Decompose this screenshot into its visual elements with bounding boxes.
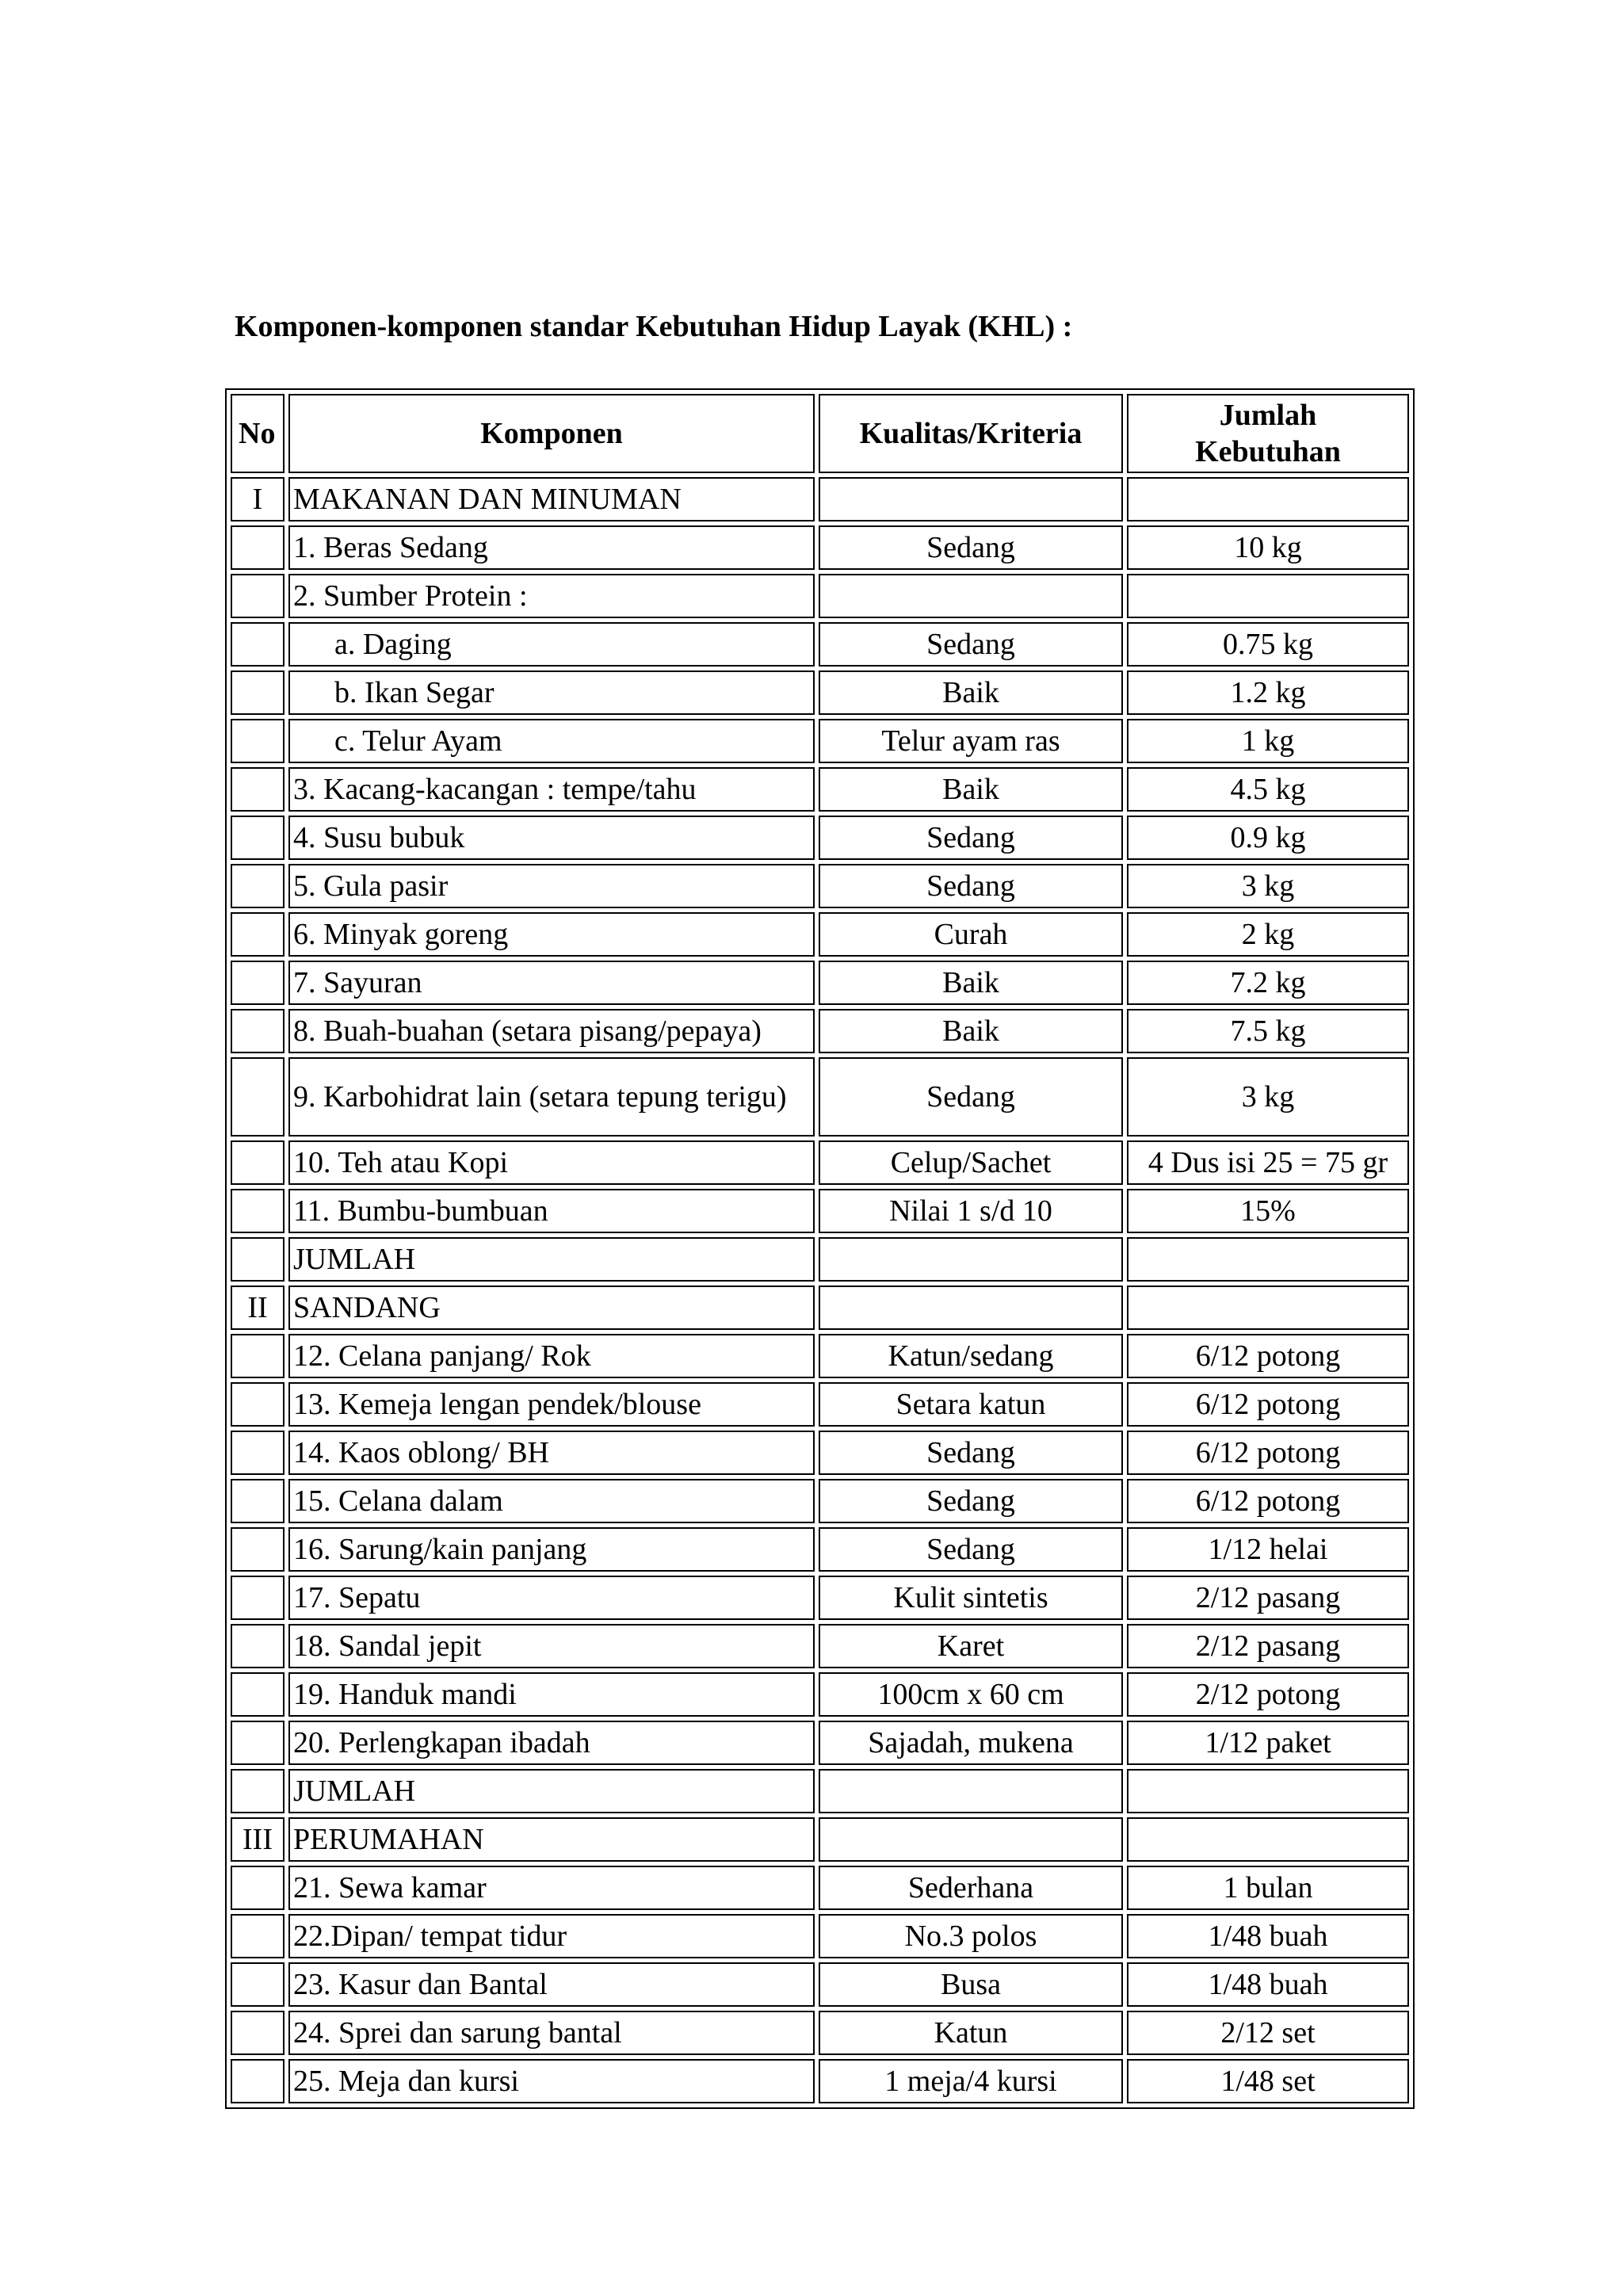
cell-jumlah: 15% (1127, 1189, 1409, 1233)
cell-no (231, 1672, 285, 1717)
cell-komponen: JUMLAH (288, 1769, 815, 1813)
cell-kualitas: Katun/sedang (819, 1334, 1123, 1378)
khl-table (225, 388, 1415, 2109)
cell-kualitas: Karet (819, 1624, 1123, 1668)
header-no: No (231, 394, 285, 473)
cell-komponen: 5. Gula pasir (288, 864, 815, 908)
cell-kualitas: Baik (819, 961, 1123, 1005)
table-row (231, 1189, 1409, 1233)
table-row (231, 767, 1409, 812)
header-jumlah-line2: Kebutuhan (1195, 435, 1341, 468)
cell-jumlah: 10 kg (1127, 525, 1409, 570)
cell-no (231, 1009, 285, 1053)
section-title: MAKANAN DAN MINUMAN (288, 477, 815, 521)
cell-jumlah: 1/48 buah (1127, 1914, 1409, 1958)
cell-komponen: b. Ikan Segar (288, 670, 815, 715)
cell-kualitas: Celup/Sachet (819, 1140, 1123, 1185)
cell-kualitas: Curah (819, 912, 1123, 957)
cell-kualitas: Baik (819, 670, 1123, 715)
cell-no (231, 1431, 285, 1475)
cell-no (231, 525, 285, 570)
cell-no (231, 816, 285, 860)
section-row (231, 477, 1409, 521)
header-jumlah-line1: Jumlah (1219, 399, 1317, 432)
header-komponen: Komponen (288, 394, 815, 473)
cell-komponen: 21. Sewa kamar (288, 1866, 815, 1910)
cell-no (231, 1382, 285, 1427)
cell-kualitas: Sedang (819, 622, 1123, 667)
cell-jumlah (1127, 1286, 1409, 1330)
cell-kualitas: Setara katun (819, 1382, 1123, 1427)
cell-kualitas (819, 1237, 1123, 1282)
cell-komponen: 16. Sarung/kain panjang (288, 1527, 815, 1572)
table-row (231, 1624, 1409, 1668)
cell-no (231, 1479, 285, 1523)
cell-kualitas: 100cm x 60 cm (819, 1672, 1123, 1717)
cell-jumlah: 2/12 potong (1127, 1672, 1409, 1717)
cell-kualitas: 1 meja/4 kursi (819, 2059, 1123, 2103)
cell-komponen: 1. Beras Sedang (288, 525, 815, 570)
table-body (231, 477, 1409, 2103)
cell-komponen: 20. Perlengkapan ibadah (288, 1721, 815, 1765)
cell-kualitas: Nilai 1 s/d 10 (819, 1189, 1123, 1233)
cell-no: I (231, 477, 285, 521)
section-title: SANDANG (288, 1286, 815, 1330)
table-row (231, 1962, 1409, 2007)
table-row (231, 816, 1409, 860)
cell-komponen: 9. Karbohidrat lain (setara tepung terigu) (288, 1057, 815, 1137)
header-jumlah (1127, 394, 1409, 473)
cell-kualitas: Sedang (819, 1479, 1123, 1523)
cell-jumlah: 1/12 paket (1127, 1721, 1409, 1765)
table-row (231, 1866, 1409, 1910)
cell-no: II (231, 1286, 285, 1330)
table-row (231, 719, 1409, 763)
cell-komponen: 25. Meja dan kursi (288, 2059, 815, 2103)
table-row (231, 912, 1409, 957)
cell-jumlah: 1 bulan (1127, 1866, 1409, 1910)
table-row (231, 1479, 1409, 1523)
section-row (231, 1286, 1409, 1330)
cell-no (231, 574, 285, 618)
cell-jumlah: 1/48 buah (1127, 1962, 1409, 2007)
table-row (231, 622, 1409, 667)
cell-komponen: JUMLAH (288, 1237, 815, 1282)
cell-komponen: 18. Sandal jepit (288, 1624, 815, 1668)
cell-no (231, 1866, 285, 1910)
cell-komponen: 8. Buah-buahan (setara pisang/pepaya) (288, 1009, 815, 1053)
cell-kualitas: Sedang (819, 864, 1123, 908)
cell-jumlah: 2/12 pasang (1127, 1576, 1409, 1620)
cell-jumlah (1127, 477, 1409, 521)
cell-jumlah: 2/12 pasang (1127, 1624, 1409, 1668)
table-row (231, 1140, 1409, 1185)
cell-komponen: 2. Sumber Protein : (288, 574, 815, 618)
table-row (231, 1334, 1409, 1378)
cell-jumlah: 4 Dus isi 25 = 75 gr (1127, 1140, 1409, 1185)
table-row (231, 961, 1409, 1005)
cell-jumlah: 4.5 kg (1127, 767, 1409, 812)
cell-komponen: 15. Celana dalam (288, 1479, 815, 1523)
cell-jumlah: 6/12 potong (1127, 1334, 1409, 1378)
table-row (231, 2011, 1409, 2055)
cell-komponen: a. Daging (288, 622, 815, 667)
cell-jumlah: 7.5 kg (1127, 1009, 1409, 1053)
section-title: PERUMAHAN (288, 1817, 815, 1862)
section-row (231, 1817, 1409, 1862)
cell-jumlah: 6/12 potong (1127, 1479, 1409, 1523)
cell-no (231, 961, 285, 1005)
cell-kualitas: Sedang (819, 816, 1123, 860)
cell-komponen: 23. Kasur dan Bantal (288, 1962, 815, 2007)
cell-komponen: 14. Kaos oblong/ BH (288, 1431, 815, 1475)
cell-no (231, 767, 285, 812)
cell-jumlah (1127, 1769, 1409, 1813)
cell-no (231, 864, 285, 908)
cell-no (231, 1334, 285, 1378)
cell-kualitas: Sedang (819, 1527, 1123, 1572)
cell-jumlah: 0.9 kg (1127, 816, 1409, 860)
cell-jumlah: 1 kg (1127, 719, 1409, 763)
cell-jumlah: 1/48 set (1127, 2059, 1409, 2103)
cell-jumlah (1127, 574, 1409, 618)
cell-kualitas: Telur ayam ras (819, 719, 1123, 763)
cell-jumlah: 7.2 kg (1127, 961, 1409, 1005)
cell-komponen: 19. Handuk mandi (288, 1672, 815, 1717)
cell-kualitas: Katun (819, 2011, 1123, 2055)
table-row (231, 1721, 1409, 1765)
cell-jumlah: 1/12 helai (1127, 1527, 1409, 1572)
table-row (231, 1914, 1409, 1958)
cell-no: III (231, 1817, 285, 1862)
cell-no (231, 1237, 285, 1282)
cell-kualitas: Baik (819, 1009, 1123, 1053)
cell-jumlah (1127, 1817, 1409, 1862)
cell-jumlah (1127, 1237, 1409, 1282)
cell-komponen: 10. Teh atau Kopi (288, 1140, 815, 1185)
cell-kualitas: No.3 polos (819, 1914, 1123, 1958)
cell-no (231, 719, 285, 763)
cell-no (231, 1962, 285, 2007)
cell-jumlah: 3 kg (1127, 864, 1409, 908)
cell-no (231, 1057, 285, 1137)
cell-komponen: c. Telur Ayam (288, 719, 815, 763)
cell-kualitas: Sederhana (819, 1866, 1123, 1910)
table-header-row (231, 394, 1409, 473)
cell-no (231, 622, 285, 667)
table-row (231, 1237, 1409, 1282)
cell-jumlah: 0.75 kg (1127, 622, 1409, 667)
cell-jumlah: 2/12 set (1127, 2011, 1409, 2055)
table-row (231, 2059, 1409, 2103)
cell-komponen: 6. Minyak goreng (288, 912, 815, 957)
cell-jumlah: 3 kg (1127, 1057, 1409, 1137)
cell-komponen: 3. Kacang-kacangan : tempe/tahu (288, 767, 815, 812)
table-row (231, 670, 1409, 715)
cell-jumlah: 1.2 kg (1127, 670, 1409, 715)
cell-jumlah: 2 kg (1127, 912, 1409, 957)
cell-no (231, 1189, 285, 1233)
cell-jumlah: 6/12 potong (1127, 1382, 1409, 1427)
cell-kualitas (819, 1817, 1123, 1862)
cell-kualitas (819, 477, 1123, 521)
cell-no (231, 1914, 285, 1958)
cell-kualitas: Sajadah, mukena (819, 1721, 1123, 1765)
cell-no (231, 2011, 285, 2055)
table-row (231, 525, 1409, 570)
cell-kualitas: Sedang (819, 1431, 1123, 1475)
cell-komponen: 12. Celana panjang/ Rok (288, 1334, 815, 1378)
table-row (231, 1057, 1409, 1137)
cell-no (231, 2059, 285, 2103)
table-row (231, 574, 1409, 618)
cell-komponen: 17. Sepatu (288, 1576, 815, 1620)
cell-komponen: 22.Dipan/ tempat tidur (288, 1914, 815, 1958)
cell-komponen: 24. Sprei dan sarung bantal (288, 2011, 815, 2055)
table-row (231, 864, 1409, 908)
cell-kualitas: Kulit sintetis (819, 1576, 1123, 1620)
cell-no (231, 1624, 285, 1668)
cell-no (231, 670, 285, 715)
cell-kualitas (819, 1286, 1123, 1330)
table-row (231, 1576, 1409, 1620)
cell-komponen: 4. Susu bubuk (288, 816, 815, 860)
cell-kualitas: Sedang (819, 525, 1123, 570)
cell-no (231, 1140, 285, 1185)
table-row (231, 1769, 1409, 1813)
cell-kualitas: Baik (819, 767, 1123, 812)
table-row (231, 1382, 1409, 1427)
header-kualitas: Kualitas/Kriteria (819, 394, 1123, 473)
cell-no (231, 1527, 285, 1572)
cell-no (231, 1576, 285, 1620)
cell-no (231, 1721, 285, 1765)
cell-kualitas: Busa (819, 1962, 1123, 2007)
table-row (231, 1527, 1409, 1572)
cell-kualitas (819, 1769, 1123, 1813)
table-row (231, 1672, 1409, 1717)
cell-no (231, 1769, 285, 1813)
cell-kualitas: Sedang (819, 1057, 1123, 1137)
cell-komponen: 11. Bumbu-bumbuan (288, 1189, 815, 1233)
cell-komponen: 13. Kemeja lengan pendek/blouse (288, 1382, 815, 1427)
cell-komponen: 7. Sayuran (288, 961, 815, 1005)
table-row (231, 1009, 1409, 1053)
cell-kualitas (819, 574, 1123, 618)
table-row (231, 1431, 1409, 1475)
cell-no (231, 912, 285, 957)
cell-jumlah: 6/12 potong (1127, 1431, 1409, 1475)
document-title: Komponen-komponen standar Kebutuhan Hidup Layak (KHL) : (235, 310, 1073, 343)
